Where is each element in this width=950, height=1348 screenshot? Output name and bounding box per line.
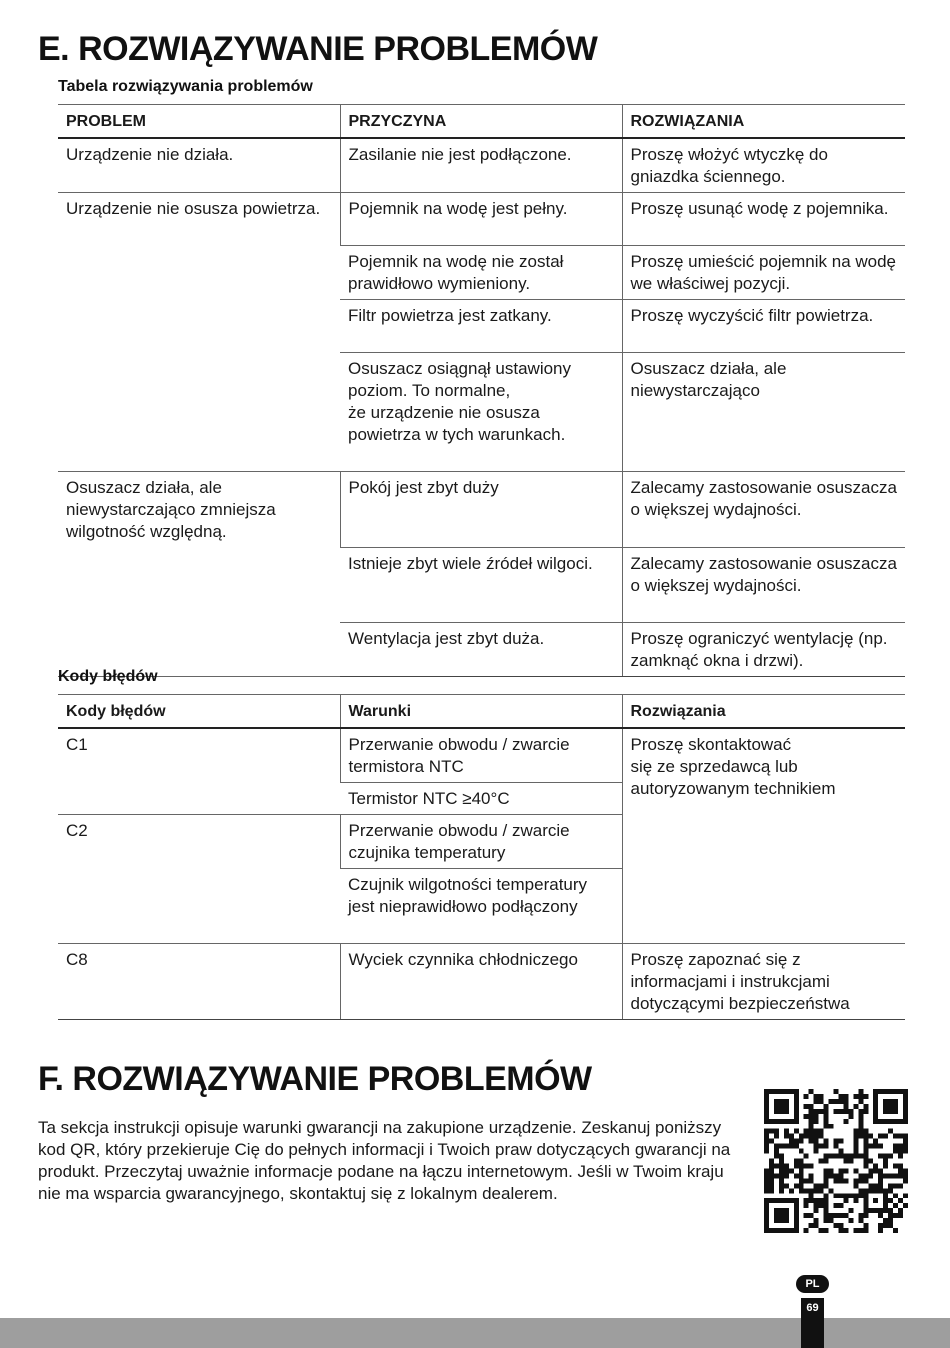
solution-cell: Proszę usunąć wodę z pojemnika. (622, 193, 905, 246)
cause-cell: Zasilanie nie jest podłączone. (340, 138, 622, 193)
cause-cell: Pokój jest zbyt duży (340, 472, 622, 548)
table-row (58, 472, 905, 548)
table-header-row (58, 695, 905, 729)
cause-cell: Wentylacja jest zbyt duża. (340, 623, 622, 677)
condition-cell: Przerwanie obwodu / zwarcie czujnika temperatury (340, 815, 622, 869)
cause-cell: Pojemnik na wodę nie został prawidłowo wymieniony. (340, 246, 622, 300)
cause-cell: Osuszacz osiągnął ustawiony poziom. To normalne, że urządzenie nie osusza powietrza w tych warunkach. (340, 353, 622, 472)
error-codes-title: Kody błędów (58, 668, 158, 685)
header-error-code: Kody błędów (58, 695, 340, 729)
solution-cell: Proszę wyczyścić filtr powietrza. (622, 300, 905, 353)
warranty-paragraph: Ta sekcja instrukcji opisuje warunki gwarancji na zakupione urządzenie. Zeskanuj poniższy kod QR, który przekieruje Cię do pełnych informacji i Twoich praw dotyczących gwarancji na produkt. Przeczytaj uważnie informacje podane na łączu internetowym. Jeśli w Twoim kraju nie ma wsparcia gwarancyjnego, skontaktuj się z lokalnym dealerem. (38, 1118, 731, 1203)
error-code-cell: C2 (58, 815, 340, 944)
page-number: 69 (801, 1298, 824, 1348)
header-conditions: Warunki (340, 695, 622, 729)
solution-cell: Zalecamy zastosowanie osuszacza o większej wydajności. (622, 548, 905, 623)
cause-cell: Filtr powietrza jest zatkany. (340, 300, 622, 353)
qr-code-icon[interactable] (764, 1089, 908, 1233)
table-row (58, 728, 905, 783)
section-f-title: F. ROZWIĄZYWANIE PROBLEMÓW (38, 1060, 592, 1098)
solution-cell: Proszę włożyć wtyczkę do gniazdka ściennego. (622, 138, 905, 193)
troubleshooting-table (58, 104, 905, 677)
cause-cell: Pojemnik na wodę jest pełny. (340, 193, 622, 246)
solution-cell: Osuszacz działa, ale niewystarczająco (622, 353, 905, 472)
error-code-cell: C8 (58, 944, 340, 1020)
language-badge: PL (796, 1275, 829, 1293)
solution-cell: Proszę zapoznać się z informacjami i instrukcjami dotyczącymi bezpieczeństwa (622, 944, 905, 1020)
header-solutions: Rozwiązania (622, 695, 905, 729)
condition-cell: Czujnik wilgotności temperatury jest nieprawidłowo podłączony (340, 869, 622, 944)
solution-cell: Proszę ograniczyć wentylację (np. zamknąć okna i drzwi). (622, 623, 905, 677)
section-e-title: E. ROZWIĄZYWANIE PROBLEMÓW (38, 30, 598, 68)
error-code-cell: C1 (58, 728, 340, 815)
cause-cell: Istnieje zbyt wiele źródeł wilgoci. (340, 548, 622, 623)
condition-cell: Przerwanie obwodu / zwarcie termistora NTC (340, 728, 622, 783)
table-row (58, 138, 905, 193)
solution-cell: Proszę skontaktować się ze sprzedawcą lub autoryzowanym technikiem (622, 728, 905, 944)
table-header-row (58, 105, 905, 139)
table-row (58, 193, 905, 246)
condition-cell: Wyciek czynnika chłodniczego (340, 944, 622, 1020)
header-cause: PRZYCZYNA (340, 105, 622, 139)
troubleshooting-table-title: Tabela rozwiązywania problemów (58, 78, 313, 95)
problem-cell: Urządzenie nie osusza powietrza. (58, 193, 340, 472)
error-codes-table (58, 694, 905, 1020)
condition-cell: Termistor NTC ≥40°C (340, 783, 622, 815)
header-solution: ROZWIĄZANIA (622, 105, 905, 139)
problem-cell: Urządzenie nie działa. (58, 138, 340, 193)
table-row (58, 944, 905, 1020)
header-problem: PROBLEM (58, 105, 340, 139)
problem-cell: Osuszacz działa, ale niewystarczająco zmniejsza wilgotność względną. (58, 472, 340, 677)
solution-cell: Proszę umieścić pojemnik na wodę we właściwej pozycji. (622, 246, 905, 300)
solution-cell: Zalecamy zastosowanie osuszacza o większej wydajności. (622, 472, 905, 548)
